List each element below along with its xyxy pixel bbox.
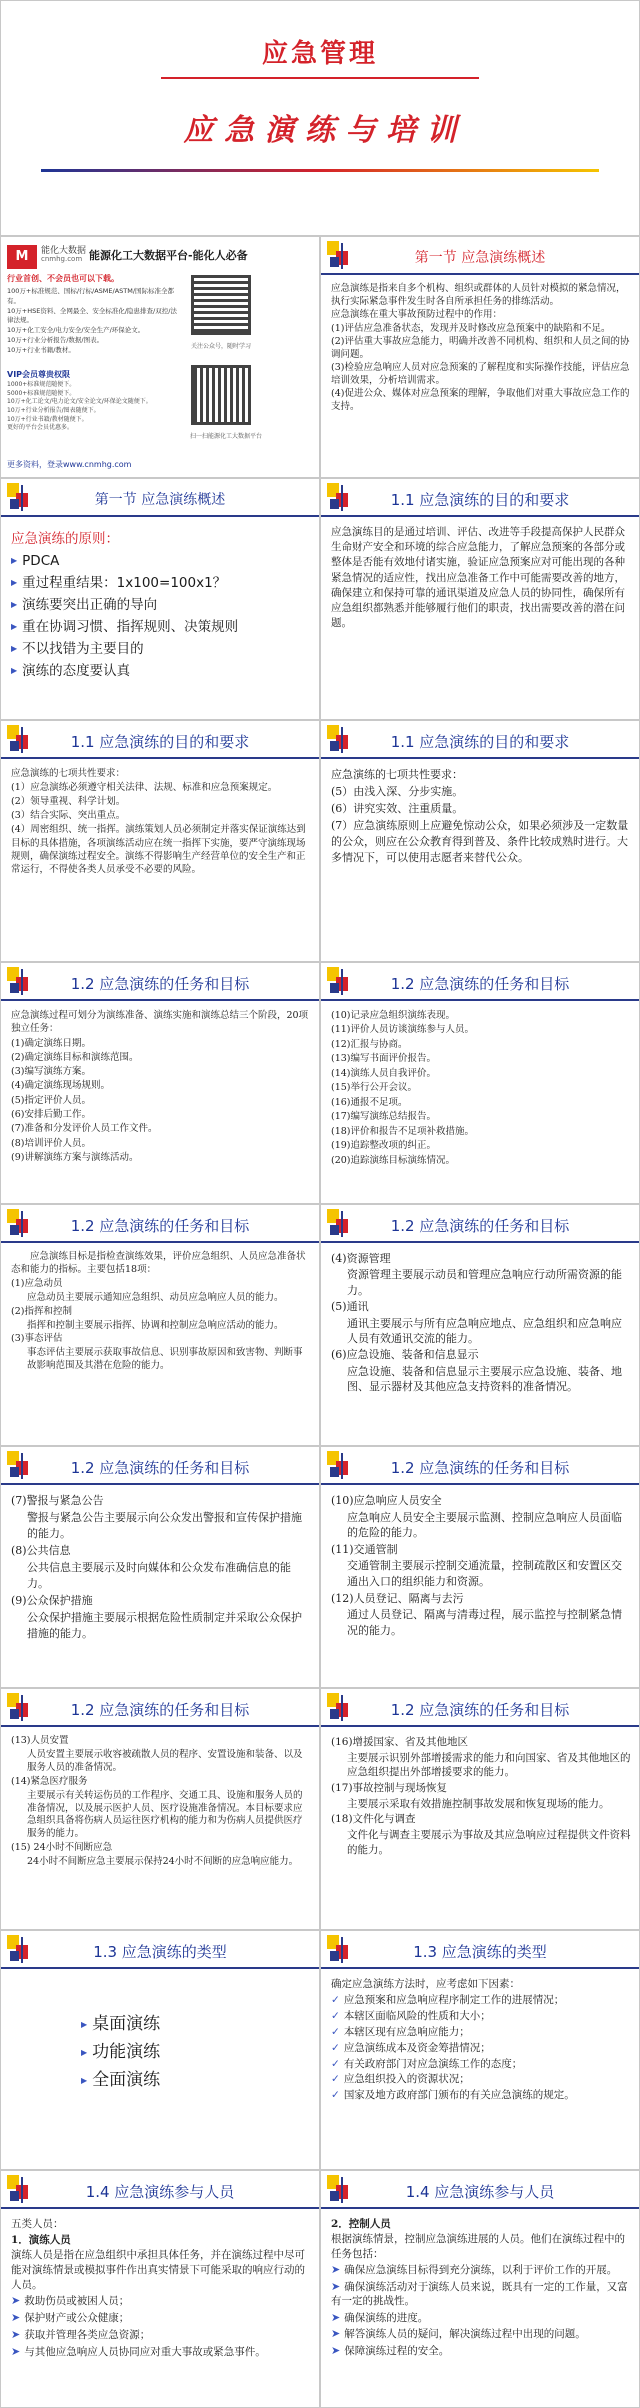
target-heading: (1)应急动员 <box>11 1277 63 1289</box>
slide-10 <box>0 1204 320 1446</box>
slide-title: 1.1 应急演练的目的和要求 <box>390 733 570 751</box>
ad-logo-url: cnmhg.com <box>41 255 83 263</box>
slide-17 <box>320 1930 640 2170</box>
definition-text: 应急演练是指来自多个机构、组织或群体的人员针对模拟的紧急情况，执行实际紧急事件发生时各自所承担任务的排练活动。 <box>331 283 626 307</box>
targets-lead: 应急演练目标是指检查演练效果，评价应急组织、人员应急准备状态和能力的指标。主要包括18项： <box>11 1251 306 1275</box>
principle-item: ▶ PDCA <box>11 551 311 572</box>
slide-5 <box>320 478 640 720</box>
target-desc: 警报与紧急公告主要展示向公众发出警报和宣传保护措施的能力。 <box>27 1510 302 1540</box>
ad-logo-text: 能化大数据 <box>41 246 87 256</box>
slide-9 <box>320 962 640 1204</box>
participant-desc: 根据演练情景，控制应急演练进展的人员。他们在演练过程中的任务包括： <box>331 2233 625 2260</box>
target-heading: (17)事故控制与现场恢复 <box>331 1782 448 1795</box>
role-item: (4)促进公众、媒体对应急预案的理解，争取他们对重大事故应急工作的支持。 <box>331 388 630 412</box>
slide-body <box>11 529 311 682</box>
ad-vip-item: 10万+化工论文/电力论文/安全论文/环保论文随便下。 <box>7 398 152 406</box>
slide-body <box>11 1493 311 1642</box>
slide-header <box>1 1205 319 1243</box>
task-item: (3)编写演练方案。 <box>11 1066 91 1078</box>
target-heading: (4)资源管理 <box>331 1252 391 1265</box>
task-item: (10)记录应急组织演练表现。 <box>331 1010 456 1021</box>
targets-list <box>11 1735 311 1869</box>
principle-item: ▶ 演练的态度要认真 <box>11 661 311 682</box>
target-heading: (5)通讯 <box>331 1300 369 1314</box>
target-heading: (16)增援国家、省及其他地区 <box>331 1736 469 1748</box>
drill-type-item: ▶ 桌面演练 <box>81 2011 311 2038</box>
participant-task-item: ➤ 确保演练活动对于演练人员来说，既具有一定的工作量，又富有一定的挑战性。 <box>331 2279 631 2309</box>
slide-title: 1.1 应急演练的目的和要求 <box>390 491 570 509</box>
ad-footer[interactable]: 更多资料，登录www.cnmhg.com <box>7 460 132 469</box>
slide-body <box>11 1735 311 1870</box>
target-desc: 通讯主要展示与所有应急响应地点、应急组织和应急响应人员有效通讯交流的能力。 <box>347 1316 622 1345</box>
slide-15 <box>320 1688 640 1930</box>
slide-body <box>331 525 631 633</box>
slide-header <box>321 963 639 1001</box>
task-item: (9)讲解演练方案与演练活动。 <box>11 1151 139 1163</box>
slide-title: 1.2 应急演练的任务和目标 <box>390 975 570 993</box>
requirement-item: (3）结合实际、突出重点。 <box>11 810 126 822</box>
target-heading: (7)警报与紧急公告 <box>11 1494 104 1507</box>
slide-header <box>321 721 639 759</box>
slide-7 <box>320 720 640 962</box>
target-heading: (3)事态评估 <box>11 1333 63 1345</box>
requirements-list <box>11 781 311 876</box>
ad-item: 10万+HSE资料、全网最全、安全标准化/隐患排查/双控/法律法规。 <box>7 306 177 325</box>
slide-title <box>0 0 640 236</box>
target-desc: 文件化与调查主要展示为事故及其应急响应过程提供文件资料的能力。 <box>347 1829 631 1856</box>
target-heading: (12)人员登记、隔离与去污 <box>331 1591 464 1605</box>
slide-header <box>321 1931 639 1969</box>
slide-18 <box>0 2170 320 2408</box>
task-item: (2)确定演练目标和演练范围。 <box>11 1051 139 1063</box>
slide-8 <box>0 962 320 1204</box>
task-item: (17)编写演练总结报告。 <box>331 1111 437 1123</box>
slide-header <box>321 2171 639 2209</box>
task-item: (20)追踪演练目标演练情况。 <box>331 1154 456 1166</box>
slide-title: 第一节 应急演练概述 <box>414 250 546 266</box>
task-item: (12)汇报与协商。 <box>331 1038 408 1050</box>
ad-vip-item: 10万+行业分析报告/图表随便下。 <box>7 407 100 415</box>
task-item: (5)指定评价人员。 <box>11 1094 91 1106</box>
target-desc: 通过人员登记、隔离与清毒过程，展示监控与控制紧急情况的能力。 <box>347 1608 622 1637</box>
slide-title: 1.4 应急演练参与人员 <box>405 2183 555 2201</box>
requirement-item: (1）应急演练必须遵守相关法律、法规、标准和应急预案规定。 <box>11 782 278 794</box>
participant-task-item: ➤ 救助伤员或被困人员； <box>11 2293 311 2309</box>
slide-header <box>321 237 639 275</box>
slide-header <box>321 1205 639 1243</box>
tasks-list <box>331 1009 631 1167</box>
qr-code-2 <box>191 365 251 425</box>
task-item: (7)准备和分发评价人员工作文件。 <box>11 1123 158 1135</box>
target-heading: (2)指挥和控制 <box>11 1305 72 1317</box>
task-item: (4)确定演练现场规则。 <box>11 1080 110 1092</box>
targets-list <box>331 1735 631 1858</box>
target-desc: 资源管理主要展示动员和管理应急响应行动所需资源的能力。 <box>347 1268 622 1297</box>
qr-code-1 <box>191 275 251 335</box>
target-desc: 应急设施、装备和信息显示主要展示应急设施、装备、地图、显示器材及其他应急支持资料的准备情况。 <box>347 1364 622 1394</box>
target-heading: (9)公众保护措施 <box>11 1593 93 1607</box>
slide-title: 1.4 应急演练参与人员 <box>85 2183 235 2201</box>
title-deco-bar <box>41 169 599 172</box>
participant-heading: 2．控制人员 <box>331 2218 391 2230</box>
targets-list <box>11 1493 311 1641</box>
task-item: (8)培训评价人员。 <box>11 1137 91 1149</box>
target-heading: (18)文件化与调查 <box>331 1813 416 1826</box>
target-heading: (15) 24小时不间断应急 <box>11 1842 113 1854</box>
ad-vip-item: 更好的平台会员优惠多。 <box>7 424 74 432</box>
role-item: (1)评估应急准备状态，发现并及时修改应急预案中的缺陷和不足。 <box>331 322 611 334</box>
slide-header <box>1 1931 319 1969</box>
task-item: (6)安排后勤工作。 <box>11 1109 91 1121</box>
target-desc: 公共信息主要展示及时向媒体和公众发布准确信息的能力。 <box>27 1560 291 1590</box>
requirement-item: (4）周密组织、统一指挥。演练策划人员必须制定并落实保证演练达到目标的具体措施，各项演练活动应在统一指挥下实施，要严守演练现场规则，确保演练过程安全。演练不得影响生产经营单位的安全生产和正常运行，不得使各类人员承受不必要的风险。 <box>11 824 306 875</box>
slide-title: 1.3 应急演练的类型 <box>413 1943 547 1961</box>
targets-list <box>331 1251 631 1395</box>
ad-brand: 能源化工大数据平台-能化人必备 <box>89 249 248 262</box>
target-heading: (6)应急设施、装备和信息显示 <box>331 1348 479 1362</box>
target-heading: (11)交通管制 <box>331 1542 398 1556</box>
slide-6 <box>0 720 320 962</box>
slide-header <box>1 1689 319 1727</box>
target-heading: (8)公共信息 <box>11 1543 71 1557</box>
principle-item: ▶ 重过程重结果：1x100=100x1？ <box>11 573 311 594</box>
task-item: (14)演练人员自我评价。 <box>331 1067 437 1079</box>
ad-logo: M <box>7 245 37 269</box>
slide-body <box>11 2217 311 2360</box>
target-desc: 交通管制主要展示控制交通流量，控制疏散区和安置区交通出入口的组织能力和资源。 <box>347 1559 622 1589</box>
participant-tasks <box>331 2262 631 2358</box>
factors-list <box>331 1993 631 2103</box>
principles-list <box>11 551 311 682</box>
participant-tasks <box>11 2293 311 2359</box>
principles-lead: 应急演练的原则： <box>11 531 119 547</box>
tasks-lead: 应急演练过程可划分为演练准备、演练实施和演练总结三个阶段，20项独立任务： <box>11 1010 309 1035</box>
factor-item: ✓ 应急预案和应急响应程序制定工作的进展情况； <box>331 1993 631 2008</box>
slide-body <box>331 1251 631 1396</box>
slide-header <box>1 1447 319 1485</box>
slide-4 <box>0 478 320 720</box>
slide-title: 1.2 应急演练的任务和目标 <box>70 1459 250 1477</box>
ad-list <box>7 287 177 355</box>
target-heading: (13)人员安置 <box>11 1735 69 1746</box>
slide-title: 1.2 应急演练的任务和目标 <box>70 975 250 993</box>
slide-header <box>1 721 319 759</box>
drill-type-item: ▶ 功能演练 <box>81 2039 311 2066</box>
principle-item: ▶ 演练要突出正确的导向 <box>11 595 311 616</box>
slide-title: 1.2 应急演练的任务和目标 <box>390 1459 570 1477</box>
slide-12 <box>0 1446 320 1688</box>
task-item: (16)通报不足项。 <box>331 1096 408 1108</box>
ad-tagline: 行业首创、不会员也可以下载。 <box>7 274 119 283</box>
slide-header <box>1 963 319 1001</box>
targets-list <box>331 1493 631 1638</box>
requirement-item: (5）由浅入深、分步实施。 <box>331 784 464 798</box>
title-divider <box>161 77 479 79</box>
drill-types-list <box>81 2011 311 2095</box>
target-desc: 主要展示采取有效措施控制事故发展和恢复现场的能力。 <box>347 1797 610 1810</box>
role-item: (2)评估重大事故应急能力，明确并改善不同机构、组织和人员之间的协调问题。 <box>331 336 630 360</box>
participant-heading: 1．演练人员 <box>11 2233 71 2246</box>
qr2-caption: 扫一扫能源化工大数据平台 <box>189 433 262 440</box>
slide-11 <box>320 1204 640 1446</box>
ad-vip-item: 5000+标准规范随便下。 <box>7 389 76 397</box>
page-subtitle: 应 急 演 练 与 培 训 <box>183 113 457 148</box>
task-item: (11)评价人员访谈演练参与人员。 <box>331 1024 475 1036</box>
slide-header <box>321 1689 639 1727</box>
task-item: (1)确定演练日期。 <box>11 1037 91 1049</box>
participant-task-item: ➤ 获取并管理各类应急资源； <box>11 2327 311 2343</box>
slide-body <box>11 767 311 877</box>
slide-header <box>321 479 639 517</box>
slide-19 <box>320 2170 640 2408</box>
slide-body <box>11 1251 311 1374</box>
slide-body <box>11 1009 311 1165</box>
slide-body <box>331 767 631 867</box>
factor-item: ✓ 本辖区面临风险的性质和大小； <box>331 2009 631 2024</box>
slide-body <box>331 1735 631 1859</box>
requirement-item: (7）应急演练原则上应避免惊动公众，如果必须涉及一定数量的公众，则应在公众教育得到普及、条件比较成熟时进行。大多情况下，可以使用志愿者来替代公众。 <box>331 818 629 864</box>
factor-item: ✓ 应急组织投入的资源状况； <box>331 2072 631 2087</box>
slide-3 <box>320 236 640 478</box>
slide-title: 1.1 应急演练的目的和要求 <box>70 733 250 751</box>
principle-item: ▶ 重在协调习惯、指挥规则、决策规则 <box>11 617 311 638</box>
ad-vip-item: 10万+行业书籍/教材随便下。 <box>7 415 88 423</box>
slide-title: 1.2 应急演练的任务和目标 <box>390 1217 570 1235</box>
slide-body <box>81 2011 311 2096</box>
ad-item: 10万+化工安全/电力安全/安全生产/环保论文。 <box>7 326 145 334</box>
slide-header <box>1 2171 319 2209</box>
slide-header <box>1 479 319 517</box>
principle-item: ▶ 不以找错为主要目的 <box>11 639 311 660</box>
slide-title: 1.2 应急演练的任务和目标 <box>390 1701 570 1719</box>
page-title: 应急管理 <box>261 39 378 69</box>
participant-task-item: ➤ 保护财产或公众健康； <box>11 2310 311 2326</box>
ad-vip-item: 1000+标准规范随便下。 <box>7 381 76 388</box>
role-list <box>331 323 631 414</box>
task-item: (19)追踪整改项的纠正。 <box>331 1140 437 1152</box>
task-item: (18)评价和报告不足项补救措施。 <box>331 1125 475 1137</box>
tasks-list <box>11 1037 311 1165</box>
qr1-caption: 关注公众号，随时学习 <box>190 343 251 350</box>
ad-item: 100万+标准规范、国标/行标/ASME/ASTM/国际标准全都有。 <box>7 287 175 305</box>
requirements-list <box>331 784 631 866</box>
slide-14 <box>0 1688 320 1930</box>
ad-vip-list <box>7 381 177 433</box>
purpose-text: 应急演练目的是通过培训、评估、改进等手段提高保护人民群众生命财产安全和环境的综合应急能力，了解应急预案的各部分或整体是否能有效地付诸实施，验证应急预案应对可能出现的各种紧急情况的适应性，找出应急准备工作中可能需要改善的地方，确保建立和保持可靠的通讯渠道及应急人员的协同性，确保所有应急组织都熟悉并能够履行他们的职责，找出需要改善的潜在问题。 <box>331 526 625 630</box>
slide-header <box>321 1447 639 1485</box>
participant-task-item: ➤ 确保应急演练目标得到充分演练，以利于评价工作的开展。 <box>331 2262 631 2277</box>
target-heading: (10)应急响应人员安全 <box>331 1494 442 1507</box>
participant-task-item: ➤ 与其他应急响应人员协同应对重大事故或紧急事件。 <box>11 2344 311 2360</box>
target-desc: 主要展示识别外部增援需求的能力和向国家、省及其他地区的应急组织提出外部增援要求的能力。 <box>347 1751 631 1779</box>
target-desc: 应急响应人员安全主要展示监测、控制应急响应人员面临的危险的能力。 <box>347 1510 622 1540</box>
drill-type-item: ▶ 全面演练 <box>81 2067 311 2094</box>
participant-desc: 演练人员是指在应急组织中承担具体任务，并在演练过程中尽可能对演练情景或模拟事件作出真实情景下可能采取的响应行动的人员。 <box>11 2249 305 2291</box>
factor-item: ✓ 本辖区现有应急响应能力； <box>331 2025 631 2040</box>
slide-title: 1.2 应急演练的任务和目标 <box>70 1701 250 1719</box>
factors-lead: 确定应急演练方法时，应考虑如下因素： <box>331 1978 520 1990</box>
slide-title: 1.3 应急演练的类型 <box>93 1943 227 1961</box>
slide-title: 第一节 应急演练概述 <box>94 492 226 508</box>
participant-task-item: ➤ 确保演练的进度。 <box>331 2310 631 2325</box>
task-item: (15)举行公开会议。 <box>331 1082 418 1094</box>
slide-16 <box>0 1930 320 2170</box>
slide-body <box>331 1009 631 1168</box>
slide-body <box>331 1493 631 1639</box>
ad-item: 10万+行业书籍/教材。 <box>7 345 75 354</box>
slide-title: 1.2 应急演练的任务和目标 <box>70 1217 250 1235</box>
factor-item: ✓ 应急演练成本及资金筹措情况； <box>331 2041 631 2056</box>
target-desc: 应急动员主要展示通知应急组织、动员应急响应人员的能力。 <box>27 1291 284 1303</box>
target-desc: 主要展示有关转运伤员的工作程序、交通工具、设施和服务人员的准备情况，以及展示医护人员、医疗设施准备情况。本目标要求应急组织具备将伤病人员运往医疗机构的能力和为伤病人员提供医疗服务的能力。 <box>27 1789 303 1840</box>
requirements-lead: 应急演练的七项共性要求： <box>331 768 463 781</box>
ad-vip-title: VIP会员尊贵权限 <box>7 370 71 379</box>
requirement-item: (6）讲究实效、注重质量。 <box>331 801 464 815</box>
slide-13 <box>320 1446 640 1688</box>
role-item: (3)检验应急响应人员对应急预案的了解程度和实际操作技能，评估应急培训效果，分析培训需求。 <box>331 362 630 386</box>
target-desc: 事态评估主要展示获取事故信息、识别事故原因和致害物、判断事故影响范围及其潜在危险的能力。 <box>27 1347 303 1372</box>
role-lead: 应急演练在重大事故预防过程中的作用： <box>331 309 503 321</box>
participant-task-item: ➤ 解答演练人员的疑问，解决演练过程中出现的问题。 <box>331 2326 631 2341</box>
target-heading: (14)紧急医疗服务 <box>11 1775 88 1787</box>
participant-task-item: ➤ 保障演练过程的安全。 <box>331 2343 631 2358</box>
slide-body <box>331 2217 631 2359</box>
task-item: (13)编写书面评价报告。 <box>331 1053 437 1065</box>
factor-item: ✓ 有关政府部门对应急演练工作的态度； <box>331 2057 631 2072</box>
target-desc: 公众保护措施主要展示根据危险性质制定并采取公众保护措施的能力。 <box>27 1610 302 1640</box>
slide-body <box>331 283 631 414</box>
target-desc: 指挥和控制主要展示指挥、协调和控制应急响应活动的能力。 <box>27 1319 284 1331</box>
participants-lead: 五类人员： <box>11 2218 64 2230</box>
requirements-lead: 应急演练的七项共性要求： <box>11 768 126 779</box>
requirement-item: (2）领导重视、科学计划。 <box>11 796 126 808</box>
targets-list <box>11 1278 311 1373</box>
ad-item: 10万+行业分析报告/数据/图表。 <box>7 335 104 344</box>
target-desc: 人员安置主要展示收容被疏散人员的程序、安置设施和装备、以及服务人员的准备情况。 <box>27 1748 303 1773</box>
factor-item: ✓ 国家及地方政府部门颁布的有关应急演练的规定。 <box>331 2088 631 2103</box>
slide-body <box>331 1977 631 2104</box>
slide-ad <box>0 236 320 478</box>
target-desc: 24小时不间断应急主要展示保持24小时不间断的应急响应能力。 <box>27 1856 299 1868</box>
